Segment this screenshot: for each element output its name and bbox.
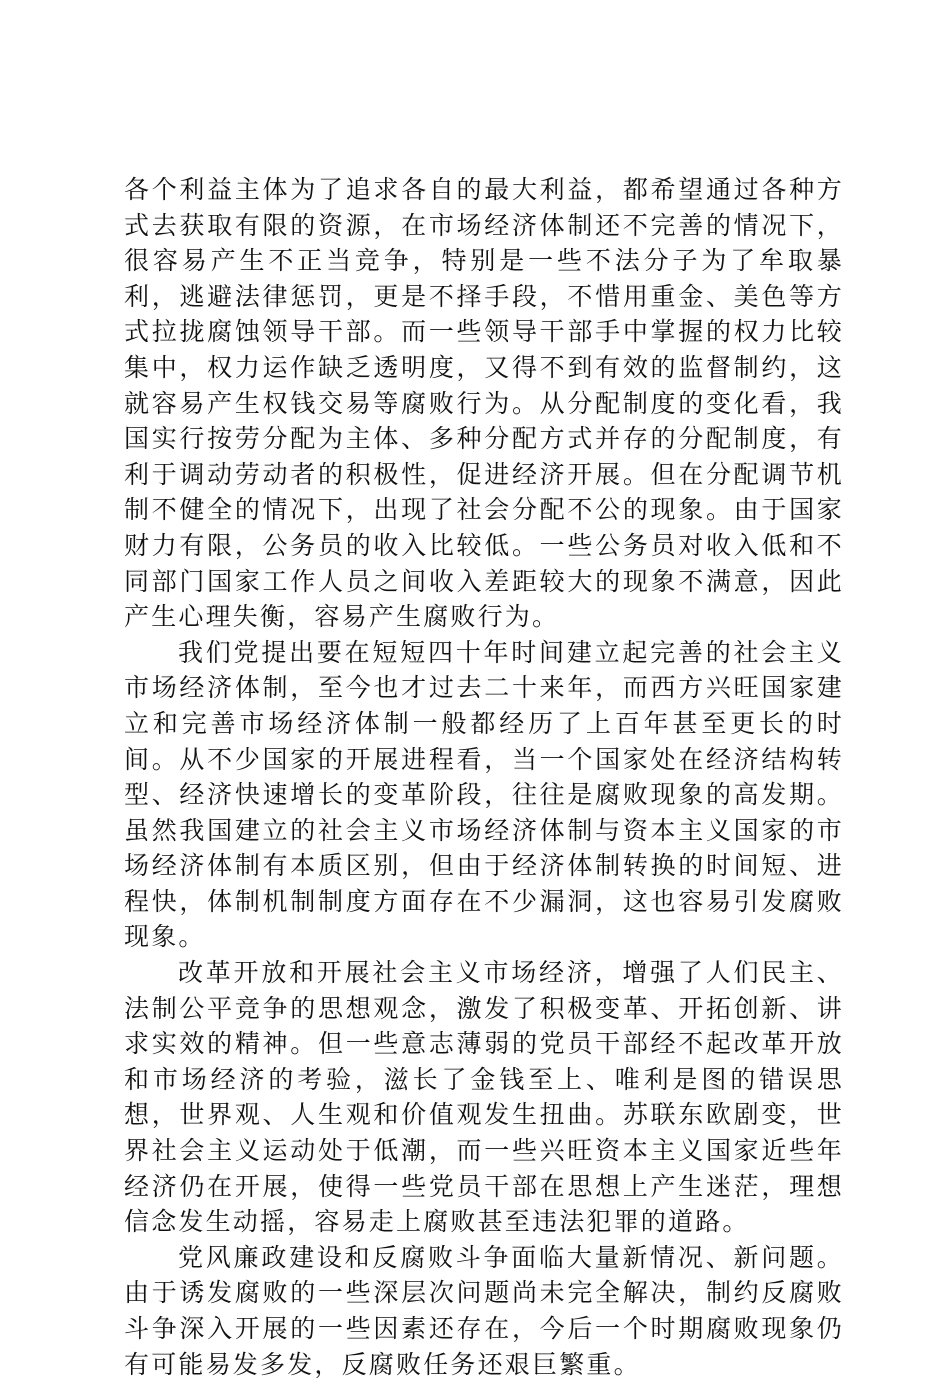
paragraph-1: 各个利益主体为了追求各自的最大利益，都希望通过各种方式去获取有限的资源，在市场经济体制还不完善的情况下，很容易产生不正当竞争，特别是一些不法分子为了牟取暴利，逃避法律惩罚，更是不择手段，不惜用重金、美色等方式拉拢腐蚀领导干部。而一些领导干部手中掌握的权力比较集中，权力运作缺乏透明度，又得不到有效的监督制约，这就容易产生权钱交易等腐败行为。从分配制度的变化看，我国实行按劳分配为主体、多种分配方式并存的分配制度，有利于调动劳动者的积极性，促进经济开展。但在分配调节机制不健全的情况下，出现了社会分配不公的现象。由于国家财力有限，公务员的收入比较低。一些公务员对收入低和不同部门国家工作人员之间收入差距较大的现象不满意，因此产生心理失衡，容易产生腐败行为。 bbox=[124, 175, 844, 632]
document-body bbox=[124, 172, 844, 1382]
paragraph-4: 党风廉政建设和反腐败斗争面临大量新情况、新问题。由于诱发腐败的一些深层次问题尚未完全解决，制约反腐败斗争深入开展的一些因素还存在，今后一个时期腐败现象仍有可能易发多发，反腐败任务还艰巨繁重。 bbox=[124, 1242, 844, 1379]
paragraph-3: 改革开放和开展社会主义市场经济，增强了人们民主、法制公平竞争的思想观念，激发了积极变革、开拓创新、讲求实效的精神。但一些意志薄弱的党员干部经不起改革开放和市场经济的考验，滋长了金钱至上、唯利是图的错误思想，世界观、人生观和价值观发生扭曲。苏联东欧剧变，世界社会主义运动处于低潮，而一些兴旺资本主义国家近些年经济仍在开展，使得一些党员干部在思想上产生迷茫，理想信念发生动摇，容易走上腐败甚至违法犯罪的道路。 bbox=[124, 958, 844, 1237]
paragraph-2: 我们党提出要在短短四十年时间建立起完善的社会主义市场经济体制，至今也才过去二十来年，而西方兴旺国家建立和完善市场经济体制一般都经历了上百年甚至更长的时间。从不少国家的开展进程看，当一个国家处在经济结构转型、经济快速增长的变革阶段，往往是腐败现象的高发期。虽然我国建立的社会主义市场经济体制与资本主义国家的市场经济体制有本质区别，但由于经济体制转换的时间短、进程快，体制机制制度方面存在不少漏洞，这也容易引发腐败现象。 bbox=[124, 637, 844, 952]
